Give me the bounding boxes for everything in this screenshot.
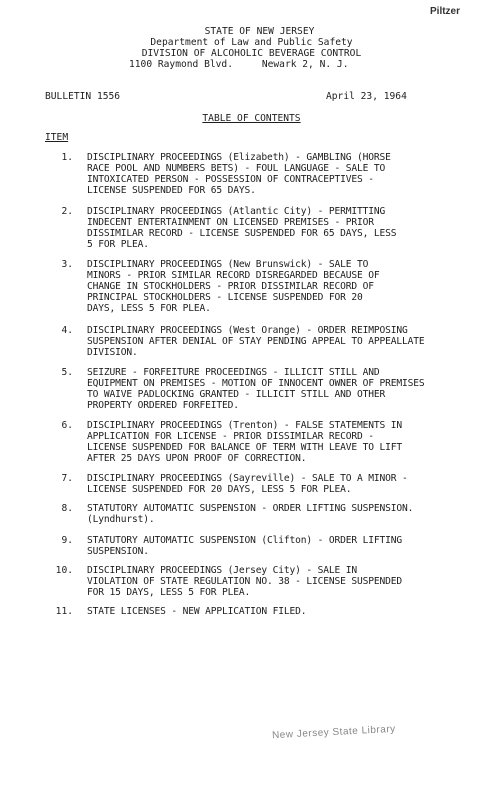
item-text: DISCIPLINARY PROCEEDINGS (New Brunswick) - SALE TO MINORS - PRIOR SIMILAR RECORD DISREGARDED BECAUSE OF CHANGE IN STOCKHOLDERS - PRIOR DISSIMILAR RECORD OF PRINCIPAL STOCKHOLDERS - LICENSE SUSPENDED FOR 20 DAYS, LESS 5 FOR PLEA. — [87, 259, 380, 314]
item-text: STATUTORY AUTOMATIC SUSPENSION - ORDER LIFTING SUSPENSION. (Lyndhurst). — [87, 503, 414, 525]
item-number: 4. — [61, 325, 73, 336]
item-text: SEIZURE - FORFEITURE PROCEEDINGS - ILLICIT STILL AND EQUIPMENT ON PREMISES - MOTION OF INNOCENT OWNER OF PREMISES TO WAIVE PADLOCKING GRANTED - ILLICIT STILL AND OTHER PROPERTY ORDERED FORFEITED. — [87, 367, 425, 411]
masthead-division: DIVISION OF ALCOHOLIC BEVERAGE CONTROL — [141, 48, 362, 59]
toc-title: TABLE OF CONTENTS — [202, 113, 301, 124]
item-text: DISCIPLINARY PROCEEDINGS (Atlantic City) - PERMITTING INDECENT ENTERTAINMENT ON LICENSED PREMISES - PRIOR DISSIMILAR RECORD - LICENSE SUSPENDED FOR 65 DAYS, LESS 5 FOR PLEA. — [87, 206, 397, 250]
item-number: 1. — [61, 152, 73, 163]
masthead-department: Department of Law and Public Safety — [150, 37, 353, 48]
item-text: STATE LICENSES - NEW APPLICATION FILED. — [87, 606, 307, 617]
bulletin-date: April 23, 1964 — [326, 91, 407, 102]
item-number: 8. — [61, 503, 73, 514]
masthead-address: 1100 Raymond Blvd. Newark 2, N. J. — [129, 59, 349, 70]
item-number: 3. — [61, 259, 73, 270]
masthead — [0, 26, 503, 70]
item-text: STATUTORY AUTOMATIC SUSPENSION (Clifton) - ORDER LIFTING SUSPENSION. — [87, 535, 403, 557]
item-number: 2. — [61, 206, 73, 217]
item-text: DISCIPLINARY PROCEEDINGS (Sayreville) - SALE TO A MINOR - LICENSE SUSPENDED FOR 20 DAYS, LESS 5 FOR PLEA. — [87, 473, 408, 495]
item-number: 11. — [55, 606, 73, 617]
item-number: 7. — [61, 473, 73, 484]
library-stamp: New Jersey State Library — [271, 723, 396, 742]
item-number: 9. — [61, 535, 73, 546]
item-text: DISCIPLINARY PROCEEDINGS (Jersey City) - SALE IN VIOLATION OF STATE REGULATION NO. 38 - LICENSE SUSPENDED FOR 15 DAYS, LESS 5 FOR PLEA. — [87, 565, 403, 598]
masthead-state: STATE OF NEW JERSEY — [204, 26, 315, 37]
item-text: DISCIPLINARY PROCEEDINGS (West Orange) - ORDER REIMPOSING SUSPENSION AFTER DENIAL OF STAY PENDING APPEAL TO APPEALLATE DIVISION. — [87, 325, 425, 358]
bulletin-number: BULLETIN 1556 — [45, 91, 121, 102]
item-number: 6. — [61, 420, 73, 431]
item-number: 10. — [55, 565, 73, 576]
handwritten-note: Piltzer — [430, 6, 461, 17]
item-number: 5. — [61, 367, 73, 378]
item-text: DISCIPLINARY PROCEEDINGS (Trenton) - FALSE STATEMENTS IN APPLICATION FOR LICENSE - PRIOR DISSIMILAR RECORD - LICENSE SUSPENDED FOR BALANCE OF TERM WITH LEAVE TO LIFT AFTER 25 DAYS UPON PROOF OF CORRECTION. — [87, 420, 403, 464]
item-heading: ITEM — [45, 132, 69, 143]
item-text: DISCIPLINARY PROCEEDINGS (Elizabeth) - GAMBLING (HORSE RACE POOL AND NUMBERS BETS) - FOUL LANGUAGE - SALE TO INTOXICATED PERSON - POSSESSION OF CONTRACEPTIVES - LICENSE SUSPENDED FOR 65 DAYS. — [87, 152, 391, 196]
